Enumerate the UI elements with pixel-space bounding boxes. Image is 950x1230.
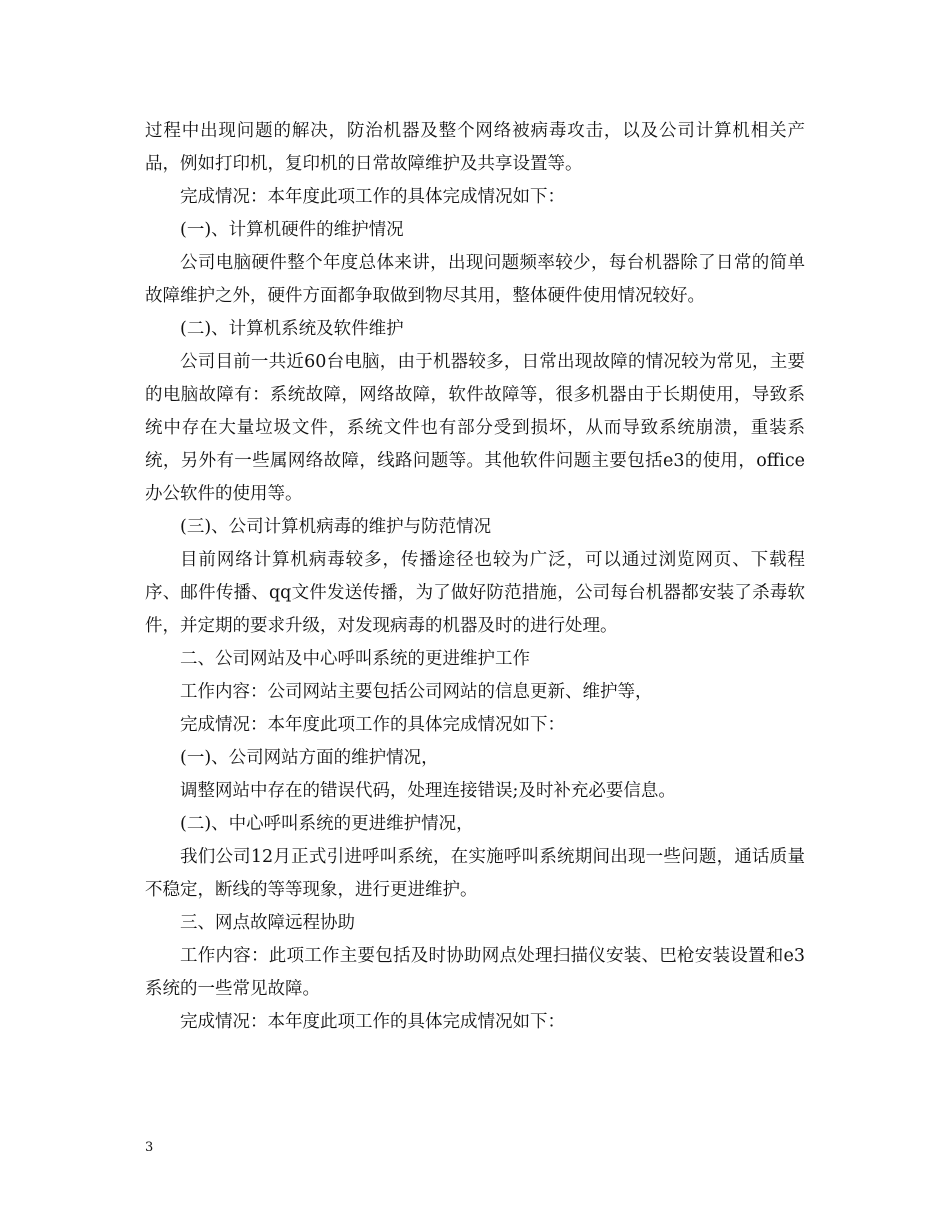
paragraph: 工作内容：公司网站主要包括公司网站的信息更新、维护等，: [180, 682, 653, 702]
page-number: 3: [145, 1140, 154, 1155]
section-heading: (二)、计算机系统及软件维护: [180, 319, 404, 339]
paragraph: 调整网站中存在的错误代码，处理连接错误;及时补充必要信息。: [180, 781, 676, 801]
paragraph: 完成情况：本年度此项工作的具体完成情况如下：: [180, 187, 565, 207]
paragraph: 我们公司12月正式引进呼叫系统，在实施呼叫系统期间出现一些问题，通话质量不稳定，断线的等等现象，进行更进维护。: [145, 847, 805, 900]
section-heading: 三、网点故障远程协助: [180, 913, 355, 933]
section-heading: (二)、中心呼叫系统的更进维护情况，: [180, 814, 474, 834]
document-body: [145, 115, 805, 1039]
section-heading: (三)、公司计算机病毒的维护与防范情况: [180, 517, 492, 537]
paragraph: 公司电脑硬件整个年度总体来讲，出现问题频率较少，每台机器除了日常的简单故障维护之外，硬件方面都争取做到物尽其用，整体硬件使用情况较好。: [145, 253, 805, 306]
paragraph: 完成情况：本年度此项工作的具体完成情况如下：: [180, 715, 565, 735]
section-heading: 二、公司网站及中心呼叫系统的更进维护工作: [180, 649, 530, 669]
paragraph: 工作内容：此项工作主要包括及时协助网点处理扫描仪安装、巴枪安装设置和e3系统的一些常见故障。: [145, 946, 805, 999]
paragraph: 过程中出现问题的解决，防治机器及整个网络被病毒攻击，以及公司计算机相关产品，例如打印机，复印机的日常故障维护及共享设置等。: [145, 121, 805, 174]
paragraph: 公司目前一共近60台电脑，由于机器较多，日常出现故障的情况较为常见，主要的电脑故障有：系统故障，网络故障，软件故障等，很多机器由于长期使用，导致系统中存在大量垃圾文件，系统文件也有部分受到损坏，从而导致系统崩溃，重装系统，另外有一些属网络故障，线路问题等。其他软件问题主要包括e3的使用，office办公软件的使用等。: [145, 352, 805, 504]
section-heading: (一)、计算机硬件的维护情况: [180, 220, 404, 240]
paragraph: 目前网络计算机病毒较多，传播途径也较为广泛，可以通过浏览网页、下载程序、邮件传播、qq文件发送传播，为了做好防范措施，公司每台机器都安装了杀毒软件，并定期的要求升级，对发现病毒的机器及时的进行处理。: [145, 550, 805, 636]
section-heading: (一)、公司网站方面的维护情况，: [180, 748, 439, 768]
paragraph: 完成情况：本年度此项工作的具体完成情况如下：: [180, 1012, 565, 1032]
